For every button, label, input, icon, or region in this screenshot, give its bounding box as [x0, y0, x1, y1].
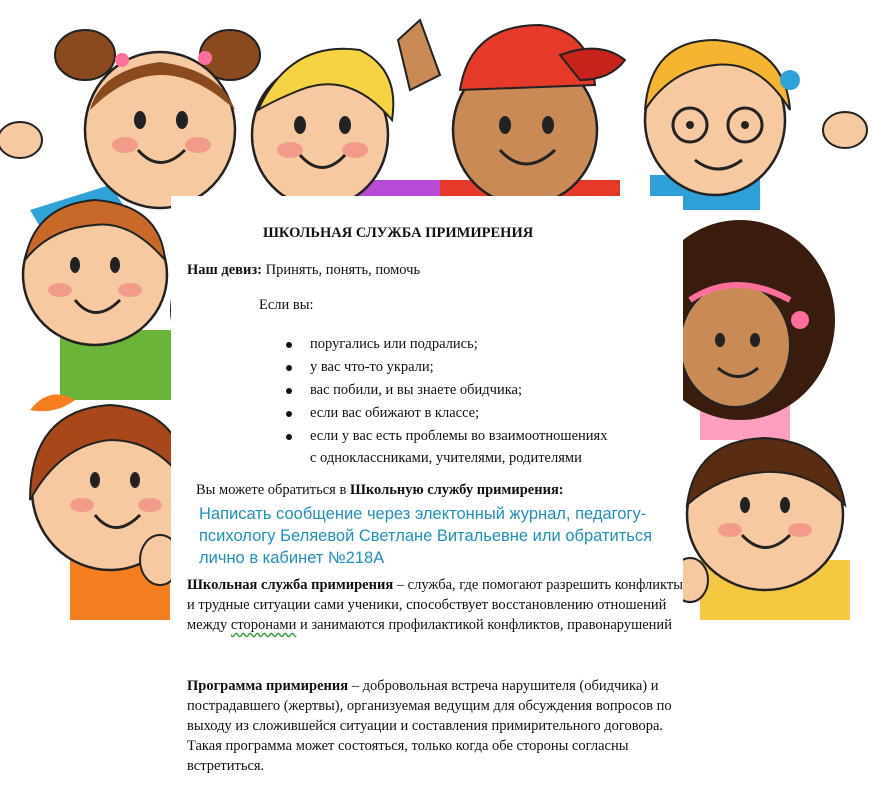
list-item: у вас что-то украли;	[286, 356, 607, 379]
glasses-girl-figure	[645, 40, 867, 210]
motto-line	[187, 261, 420, 279]
bullet-icon	[286, 411, 292, 417]
list-item: если у вас есть проблемы во взаимоотношениях с одноклассниками, учителями, родителями	[286, 425, 607, 468]
right-boy-figure	[672, 438, 850, 620]
motto-label: Наш девиз:	[187, 262, 263, 278]
contact-service-name: Школьную службу примирения:	[349, 482, 564, 498]
situations-list	[286, 333, 607, 468]
list-item: вас побили, и вы знаете обидчика;	[286, 379, 607, 402]
contact-instructions: Написать сообщение через электонный журнал, педагогу-психологу Беляевой Светлане Витальевне или обратиться лично в кабинет №218А	[199, 505, 653, 567]
list-item: поругались или подрались;	[286, 333, 607, 356]
service-definition: Школьная служба примирения – служба, где помогают разрешить конфликты и трудные ситуации сами ученики, способствует восстановлению отношений между сторонами и занимаются профилактикой конфликтов, правонарушений	[187, 577, 683, 633]
list-item: если вас обижают в классе;	[286, 402, 607, 425]
motto-text: Принять, понять, помочь	[262, 262, 421, 278]
spellcheck-underline: сторонами	[230, 617, 297, 633]
if-you-heading: Если вы:	[259, 297, 314, 313]
bullet-icon	[286, 365, 292, 371]
bullet-icon	[286, 434, 292, 440]
bullet-icon	[286, 388, 292, 394]
bullet-icon	[286, 342, 292, 348]
page-title: ШКОЛЬНАЯ СЛУЖБА ПРИМИРЕНИЯ	[263, 225, 534, 241]
contact-line: Вы можете обратиться в Школьную службу примирения:	[196, 482, 564, 498]
list-item-continuation: с одноклассниками, учителями, родителями	[310, 450, 582, 466]
program-definition: Программа примирения – добровольная встреча нарушителя (обидчика) и пострадавшего (жертвы), организуемая ведущим для обсуждения вопросов по выходу из сложившейся ситуации и составления примирительного договора. Такая программа может состояться, только когда обе стороны согласны встретиться.	[187, 678, 672, 774]
left-girl-figure	[30, 394, 190, 620]
